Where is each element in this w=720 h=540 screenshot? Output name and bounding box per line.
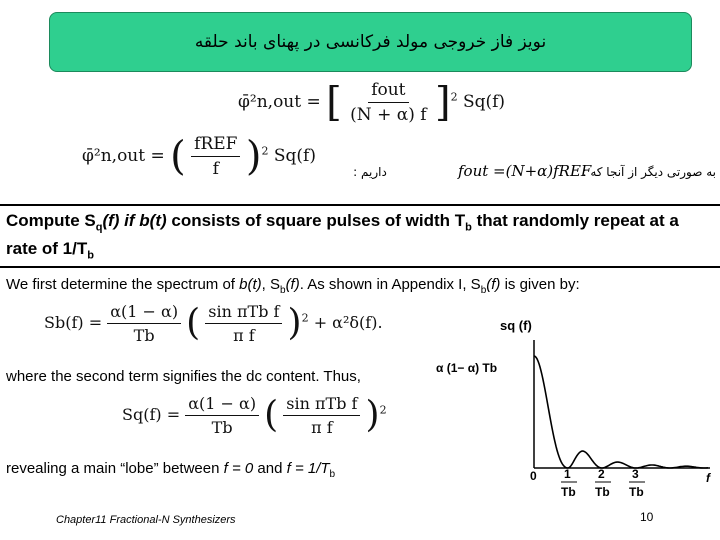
q-sub-b2: b [87, 249, 94, 262]
plot-tick-labels [530, 467, 645, 499]
q-suffix: that randomly repeat at a rate of 1/T [6, 211, 679, 259]
divider-top [0, 204, 720, 206]
tick-denominator-2: Tb [595, 485, 610, 499]
eq2-num: fREF [191, 134, 240, 157]
eq2-den: f [212, 159, 219, 179]
tick-label-3: 3 [632, 467, 639, 481]
persian-have: داریم : [353, 165, 387, 179]
spectrum-plot [430, 310, 715, 510]
q-fpart: (f) if [102, 211, 140, 230]
eq3-power: 2 [301, 311, 309, 325]
plot-ylabel: sq (f) [500, 318, 532, 333]
plot-xlabel: f [706, 471, 710, 485]
eq2-rhs: Sq(f) [273, 146, 316, 166]
tick-denominator-3: Tb [629, 485, 644, 499]
eq4-power: 2 [379, 403, 387, 417]
p3-sub: b [329, 469, 336, 480]
p1-f: is given by: [500, 276, 580, 293]
sinc-squared-curve [534, 356, 708, 468]
eq4-sin-num: sin πTb f [283, 394, 360, 416]
equation-1: φ̄²n,out = [ $\frac{\text{fout}}{(N + \alpha) f}$ ]$^2$ Sq(f) [238, 79, 506, 126]
eq1-num: fout [368, 80, 408, 103]
slide-title: نویز فاز خروجی مولد فرکانسی در پهنای باند حلقه [194, 32, 547, 52]
divider-bottom [0, 266, 720, 268]
eq4-den: Tb [211, 418, 233, 437]
q-middle: consists of square pulses of width T [166, 211, 466, 230]
para-dc: where the second term signifies the dc content. Thus, [6, 368, 361, 385]
persian-where: به صورتی دیگر از آنجا که : [582, 165, 716, 179]
p1-sub: b [280, 285, 286, 296]
equation-3: Sb(f) = $\frac{\alpha(1 - \alpha)}{Tb}$ ( $\frac{\text{sin πTb f}}{\text{π f}}$ )$^2$ + α²δ(f). [44, 302, 383, 345]
eq1-lhs: φ̄²n,out [238, 92, 302, 112]
p3-f1: f = 0 [223, 460, 254, 477]
footer-chapter: Chapter11 Fractional-N Synthesizers [56, 514, 236, 526]
eq4-lhs: Sq(f) = [122, 405, 181, 424]
page-number: 10 [640, 510, 654, 524]
para-lobe [6, 460, 335, 480]
p1-a: We first determine the spectrum of [6, 276, 240, 293]
q-prefix: Compute S [6, 211, 96, 230]
p1-b: , S [261, 276, 280, 293]
p1-d: . As shown in Appendix I, S [299, 276, 481, 293]
eq4-sin-den: π f [311, 418, 333, 437]
p3-b: and [253, 460, 287, 477]
para-spectrum [6, 276, 714, 296]
tick-label-0: 0 [530, 469, 537, 483]
tick-denominator-1: Tb [561, 485, 576, 499]
eq1-rhs: Sq(f) [462, 92, 506, 112]
p1-bt: b(t) [239, 276, 262, 293]
tick-label-2: 2 [598, 467, 605, 481]
p3-f2: f = 1/T [286, 460, 330, 477]
tick-label-1: 1 [564, 467, 571, 481]
p1-sub2: b [480, 285, 487, 296]
eq3-sin-den: π f [233, 326, 255, 345]
title-banner [49, 12, 692, 72]
p3-a: revealing a main “lobe” between [6, 460, 224, 477]
eq2-power: 2 [261, 144, 269, 158]
question-text [6, 210, 714, 267]
equation-2: φ̄²n,out = ( $\frac{\text{fREF}}{f}$ )$^2$ Sq(f) [82, 133, 316, 180]
plot-peak-label: α (1− α) Tb [436, 361, 498, 375]
eq3-den: Tb [133, 326, 155, 345]
eq3-lhs: Sb(f) = [44, 313, 103, 332]
q-bt: b(t) [139, 211, 167, 230]
eq1-den: (N + α) f [350, 105, 427, 125]
eq2-lhs: φ̄²n,out [82, 146, 146, 166]
eq3-num: α(1 − α) [107, 302, 181, 324]
eq3-tail: + α²δ(f). [313, 313, 383, 332]
eq3-sin-num: sin πTb f [205, 302, 282, 324]
fout-relation: fout =(N+α)fREF [458, 162, 592, 180]
equation-4: Sq(f) = $\frac{\alpha(1 - \alpha)}{Tb}$ ( $\frac{\text{sin πTb f}}{\text{π f}}$ )$^2$ [122, 394, 387, 437]
eq1-power: 2 [450, 90, 458, 104]
q-sub-b: b [465, 221, 472, 234]
eq4-num: α(1 − α) [185, 394, 259, 416]
q-sub: q [95, 221, 103, 234]
p1-c: (f) [285, 276, 300, 293]
p1-e: (f) [486, 276, 501, 293]
